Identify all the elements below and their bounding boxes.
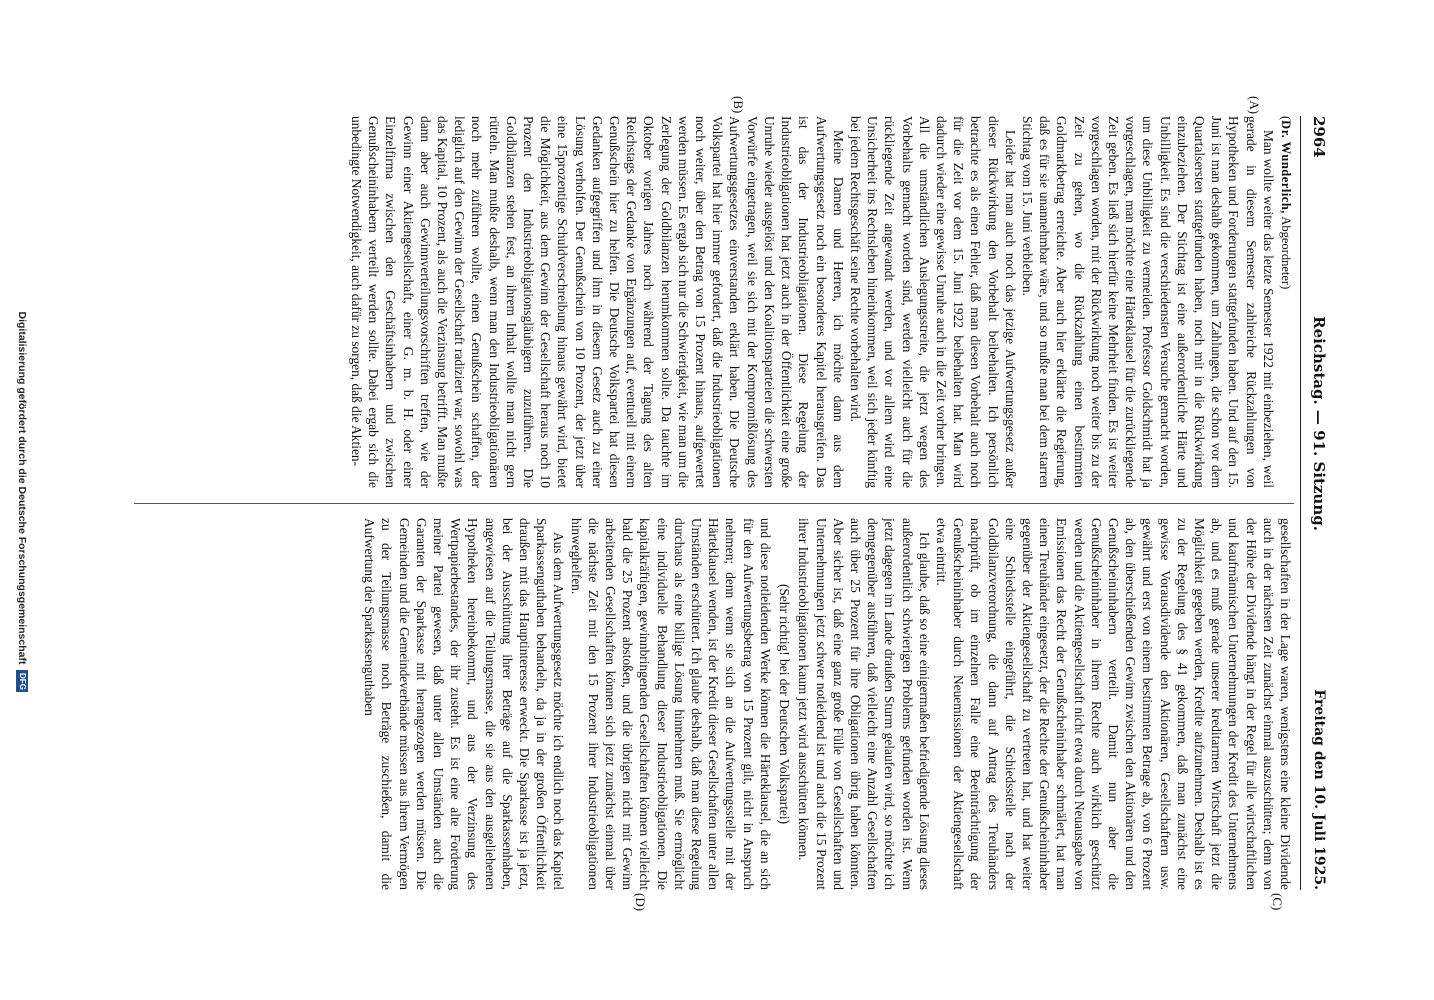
page-header — [1305, 116, 1333, 890]
paragraph: Aus dem Aufwertungsgesetz möchte ich endlich noch das Kapitel Sparkassenguthaben behandeln, da ja in der großen Öffentlichkeit draußen mit das Hauptinteresse erweckt. Die Sparkasse ist ja jetzt, bei der Ausschüttung ihrer Beträge auf die Sparkassenhaben, angewiesen auf die Teilungsmasse, die sie aus den ausgeliehenen Hypotheken hereinbekommt, und aus der Verzinsung des Wertpapierbestandes, der ihr zusteht. Es ist eine alte Forderung meiner Partei gewesen, daß unter allen Umständen auch die Garanten der Sparkasse mit herangezogen werden müssen. Die Gemeinden und die Gemeindeverbände müssen aus ihrem Vermögen zu der Teilungsmasse noch Beträge zuschießen, damit die Aufwertung der Sparkassenguthaben — [362, 518, 567, 890]
column-divider — [134, 503, 1294, 504]
margin-marker-a: (A) — [1247, 96, 1262, 115]
margin-marker-c: (C) — [1270, 893, 1285, 911]
speaker-role: Abgeordneter — [1279, 216, 1293, 286]
margin-marker-d: (D) — [633, 893, 648, 912]
margin-marker-b: (B) — [731, 96, 746, 114]
dfg-logo: DFG — [16, 670, 28, 692]
page-title: Reichstag. — 91. Sitzung. — [1310, 316, 1328, 531]
paragraph: und diese notleidenden Werke können die Härteklausel, die an sich für den Aufwertungsbetrag von 15 Prozent gilt, nicht in Anspruch nehmen; denn wenn sie sich an die Aufwertungsstelle mit der Härteklausel wenden, ist der Kredit dieser Gesellschaften unter allen Umständen erschüttert. Ich glaube deshalb, daß man diese Regelung durchaus als eine billige Lösung hinnehmen muß. Sie ermöglicht eine individuelle Behandlung dieser Industrieobligationen. Die kapitalkräftigen, gewinnbringenden Gesellschaften können vielleicht bald die 25 Prozent abstoßen, und die übrigen nicht mit Gewinn arbeitenden Gesellschaften können sich jetzt zunächst einmal über die nächste Zeit mit den 15 Prozent ihrer Industrieobligationen hinweghelfen. — [568, 518, 773, 890]
digitization-credit — [14, 22, 30, 982]
credit-text: Digitalisierung gefördert durch die Deutsche Forschungsgemeinschaft — [16, 311, 28, 665]
interjection: (Sehr richtig! bei der Deutschen Volkspartei) — [777, 583, 793, 825]
speaker-line: (Dr. Wunderlich, Abgeordneter) — [1279, 116, 1293, 290]
paragraph: Man wollte weiter das letzte Semester 1922 mit einbeziehen, weil gerade in diesem Semester zahlreiche Rückzahlungen von Hypotheken und Forderungen stattgefunden haben. Und auf den 15. Juni ist man deshalb gekommen, um Zahlungen, die schon vor dem Quartalsersten stattgefunden haben, noch mit in die Rückwirkung einzubeziehen. Der Stichtag ist eine außerordentliche Härte und Unbilligkeit. Es sind die verschiedensten Versuche gemacht worden, um diese Unbilligkeit zu vermeiden. Professor Goldschmidt hat ja vorgeschlagen, man möchte eine Härteklausel für die zurückliegende Zeit geben. Es ließ sich hierfür keine Mehrheit finden. Es ist weiter vorgeschlagen worden, mit der Rückwirkung noch weiter bis zu der Zeit zu gehen, wo die Rückzahlung einen bestimmten Goldmarkbetrag erreichte. Aber auch hier erklärte die Regierung, daß es für sie unannehmbar wäre, und so mußte man bei dem starren Stichtag vom 15. Juni verbleiben. — [1019, 116, 1276, 488]
speaker-name: Dr. Wunderlich, — [1279, 120, 1293, 214]
header-rule — [1300, 116, 1301, 890]
paragraph: Leider hat man auch noch das jetzige Aufwertungsgesetz außer dieser Rückwirkung den Vorbehalt beibehalten. Ich persönlich betrachte es als einen Fehler, daß man diesen Vorbehalt auch noch für die Zeit vor dem 15. Juni 1922 beibehalten hat. Man wird dadurch wieder eine gewisse Unruhe auch in die Zeit vorher bringen. All die umständlichen Auslegungsstreite, die jetzt wegen des Vorbehalts gemacht worden sind, werden vielleicht auch für die rückliegende Zeit angewandt werden, und vor allem wird eine Unsicherheit ins Rechtsleben hineinkommen, weil sich jeder künftig bei jedem Rechtsgeschäft seine Rechte vorbehalten wird. — [847, 116, 1018, 488]
text-column-right — [124, 518, 1294, 890]
paragraph: gesellschaften in der Lage waren, wenigstens eine kleine Dividende auch in der nächsten Zeit zunächst einmal auszuschütten; denn von der Höhe der Dividende hängt in der Regel für alle wirtschaftlichen und kaufmännischen Unternehmungen der Kredit des Unternehmens ab, und es muß gerade unserer kreditarmen Wirtschaft jetzt die Möglichkeit gegeben werden, Kredite aufzunehmen. Deshalb ist es zu der Regelung des § 41 gekommen, daß man zunächst eine gewisse Vorausdividende den Aktionären, Gesellschaftern usw. gewährt und erst von einem bestimmten Betrage ab, von 6 Prozent ab, den überschießenden Gewinn zwischen den Aktionären und den Genußscheininhabern verteilt. Damit nun aber die Genußscheininhaber in ihrem Rechte auch wirklich geschützt werden und die Aktiengesellschaft nicht etwa durch Neuausgabe von Emissionen das Recht der Genußscheininhaber schmälert, hat man einen Treuhänder eingesetzt, der die Rechte der Genußscheininhaber gegenüber der Aktiengesellschaft zu vertreten hat, und hat weiter eine Schiedsstelle eingeführt, die Schiedsstelle nach der Goldbilanzverordnung, die dann auf Antrag des Treuhänders nachprüft, ob im einzelnen Falle eine Beeinträchtigung der Genußscheininhaber durch Neuemissionen der Aktiengesellschaft etwa eintritt. — [933, 518, 1293, 890]
text-column-left — [124, 116, 1294, 488]
paragraph: Ich glaube, daß so eine einigermaßen befriedigende Lösung dieses außerordentlich schwierigen Problems gefunden worden ist. Wenn jetzt dagegen im Lande draußen Sturm gelaufen wird, so möchte ich demgegenüber ausführen, daß vielleicht eine Anzahl Gesellschaften auch über 25 Prozent für ihre Obligationen übrig haben könnten. Aber sicher ist, daß eine ganz große Fülle von Gesellschaften und Unternehmungen jetzt schwer notleidend ist und auch die 15 Prozent ihrer Industrieobligationen kaum jetzt wird ausschütten können. — [796, 518, 932, 890]
session-date: Freitag den 10. Juli 1925. — [1311, 689, 1327, 890]
page-number: 2964 — [1310, 116, 1328, 158]
paragraph: Meine Damen und Herren, ich möchte dann aus dem Aufwertungsgesetz noch ein besonderes Kapitel herausgreifen. Das ist das der Industrieobligationen. Diese Regelung der Industrieobligationen hat jetzt auch in der Öffentlichkeit eine große Unruhe wieder ausgelöst und den Koalitionsparteien die schwersten Vorwürfe eingetragen, weil sie sich mit der Kompromißlösung des Aufwertungsgesetzes einverstanden erklärt haben. Die Deutsche Volkspartei hat hier immer gefordert, daß die Industrieobligationen noch weiter, über den Betrag von 15 Prozent hinaus, aufgewertet werden müssen. Es ergab sich nur die Schwierigkeit, wie man um die Zerlegung der Goldbilanzen herumkommen sollte. Da tauchte im Oktober vorigen Jahres noch während der Tagung des alten Reichstags der Gedanke von Ergänzungen auf, eventuell mit einem Genußschein hier zu helfen. Die Deutsche Volkspartei hat diesen Gedanken aufgegriffen und ihm in diesem Gesetz auch zu einer Lösung verholfen. Der Genußschein von 10 Prozent, der jetzt über eine 15prozentige Schuldverschreibung hinaus gewährt wird, bietet die Möglichkeit, aus dem Gewinn der Gesellschaft heraus noch 10 Prozent den Industrieobligationsgläubigern zuzuführen. Die Goldbilanzen stehen fest, an ihrem Inhalt wollte man nicht gern rütteln. Man mußte deshalb, wenn man den Industrieobligationären noch mehr zuführen wollte, einen Genußschein schaffen, der lediglich auf den Gewinn der Gesellschaft radiziert war, sowohl was das Kapital, 10 Prozent, als auch die Verzinsung betrifft. Man mußte dann aber auch Gewinnverteilungsvorschriften treffen, wie der Gewinn einer Aktiengesellschaft, einer G. m. b. H. oder einer Einzelfirma zwischen den Geschäftsinhabern und zwischen Genußscheininhabern verteilt werden sollte. Dabei ergab sich die unbedingte Notwendigkeit, auch dafür zu sorgen, daß die Aktien- — [349, 116, 846, 488]
